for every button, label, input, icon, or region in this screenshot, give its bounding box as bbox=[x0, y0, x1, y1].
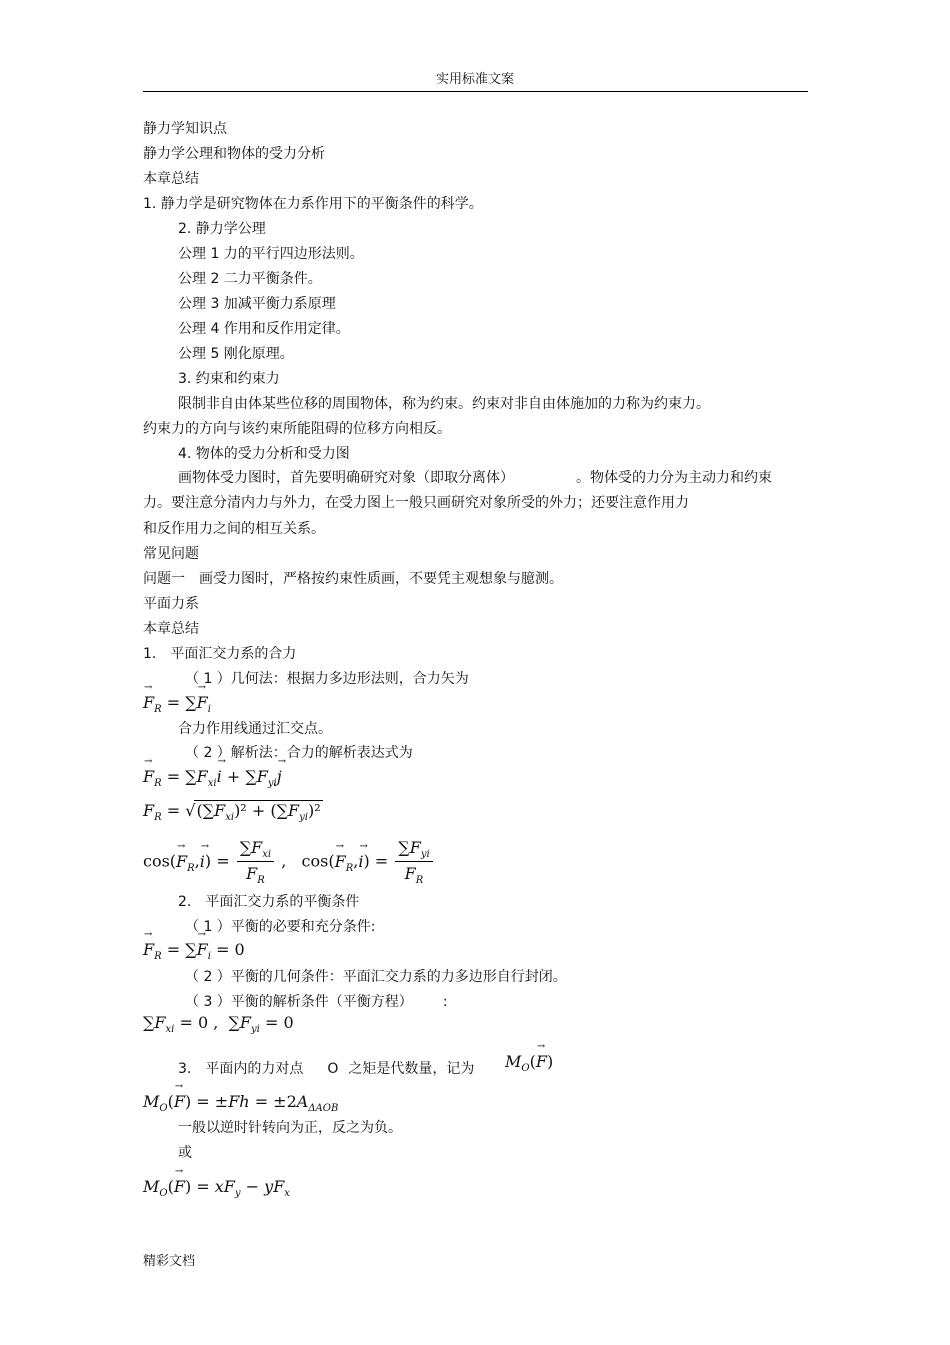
formula-direction-cosines: $\cos(\to F_R,\to i)$ = $\frac{\sum F_{xi}}{F_R}$ , $\cos(\to F_R,\to i)$ = $\frac{\sum F_{yi}}{F_R}$ bbox=[143, 838, 435, 886]
summary-heading: 本章总结 bbox=[143, 171, 199, 187]
text-segment: : bbox=[442, 994, 448, 1010]
text-line: 1. 静力学是研究物体在力系作用下的平衡条件的科学。 bbox=[143, 196, 483, 212]
formula-analytic-expression: → $F_R = \sum F_{xi}\to i + \sum F_{yi}\to j$ bbox=[143, 767, 282, 789]
text-line: 和反作用力之间的相互关系。 bbox=[143, 521, 325, 537]
text-segment: 3. 平面内的力对点 bbox=[178, 1061, 304, 1077]
subheading: 2. 平面汇交力系的平衡条件 bbox=[178, 894, 360, 910]
axiom-3: 公理 3 加减平衡力系原理 bbox=[178, 296, 336, 312]
text-line: 限制非自由体某些位移的周围物体，称为约束。约束对非自由体施加的力称为约束力。 bbox=[178, 396, 710, 412]
section-title: 静力学公理和物体的受力分析 bbox=[143, 146, 325, 162]
axiom-1: 公理 1 力的平行四边形法则。 bbox=[178, 246, 364, 262]
formula-equilibrium-equations: $\sum F_{xi} = 0$ , $\sum F_{yi} = 0$ bbox=[143, 1013, 294, 1036]
formula-equilibrium-condition: → $F_R$ = ∑→ $F_i = 0$ bbox=[143, 940, 245, 962]
page-header: 实用标准文案 bbox=[435, 72, 514, 87]
formula-moment-symbol: $M_O(\to F)$ bbox=[505, 1052, 553, 1074]
axiom-2: 公理 2 二力平衡条件。 bbox=[178, 271, 322, 287]
text-line bbox=[178, 469, 772, 487]
formula-resultant-vector: → $F_R$ = ∑→ $F_i$ bbox=[143, 693, 211, 715]
text-line: 或 bbox=[178, 1145, 192, 1161]
doc-title: 静力学知识点 bbox=[143, 121, 227, 137]
text-line: 合力作用线通过汇交点。 bbox=[178, 721, 332, 737]
text-segment: 之矩是代数量，记为 bbox=[348, 1061, 475, 1077]
text-line: 问题一 画受力图时，严格按约束性质画，不要凭主观想象与臆测。 bbox=[143, 571, 563, 587]
subheading: 2. 静力学公理 bbox=[178, 221, 266, 237]
text-line: 一般以逆时针转向为正，反之为负。 bbox=[178, 1120, 402, 1136]
formula-moment-components: $M_O(\to F) = xF_y - yF_x$ bbox=[143, 1177, 290, 1199]
text-line: （ 2 ）平衡的几何条件：平面汇交力系的力多边形自行封闭。 bbox=[185, 969, 567, 985]
text-line: （ 2 ）解析法：合力的解析表达式为 bbox=[185, 745, 413, 761]
text-segment: （ 3 ）平衡的解析条件（平衡方程） bbox=[185, 994, 413, 1010]
axiom-4: 公理 4 作用和反作用定律。 bbox=[178, 321, 350, 337]
subheading: 4. 物体的受力分析和受力图 bbox=[178, 446, 350, 462]
text-line bbox=[185, 993, 448, 1011]
text-line: 力。要注意分清内力与外力，在受力图上一般只画研究对象所受的外力；还要注意作用力 bbox=[143, 495, 689, 511]
text-line bbox=[178, 1060, 474, 1078]
faq-heading: 常见问题 bbox=[143, 546, 199, 562]
subheading: 3. 约束和约束力 bbox=[178, 371, 280, 387]
header-rule bbox=[143, 91, 808, 92]
formula-moment-definition: $M_O(\to F) = \pm Fh = \pm 2A_{\Delta AOB}$ bbox=[143, 1092, 338, 1114]
text-line: （ 1 ）几何法：根据力多边形法则，合力矢为 bbox=[185, 671, 469, 687]
text-line: （ 1 ）平衡的必要和充分条件: bbox=[185, 919, 376, 935]
text-segment: 。物体受的力分为主动力和约束 bbox=[576, 470, 772, 486]
subheading: 1. 平面汇交力系的合力 bbox=[143, 646, 297, 662]
formula-magnitude: $F_R = √(\sum F_{xi})^2 + (\sum F_{yi})^2$ bbox=[143, 801, 321, 824]
section-title: 平面力系 bbox=[143, 596, 199, 612]
text-segment: O bbox=[327, 1061, 339, 1077]
page-footer: 精彩文档 bbox=[143, 1254, 196, 1269]
text-segment: 画物体受力图时，首先要明确研究对象（即取分离体） bbox=[178, 470, 514, 486]
text-line: 约束力的方向与该约束所能阻碍的位移方向相反。 bbox=[143, 421, 451, 437]
summary-heading: 本章总结 bbox=[143, 621, 199, 637]
axiom-5: 公理 5 刚化原理。 bbox=[178, 346, 294, 362]
